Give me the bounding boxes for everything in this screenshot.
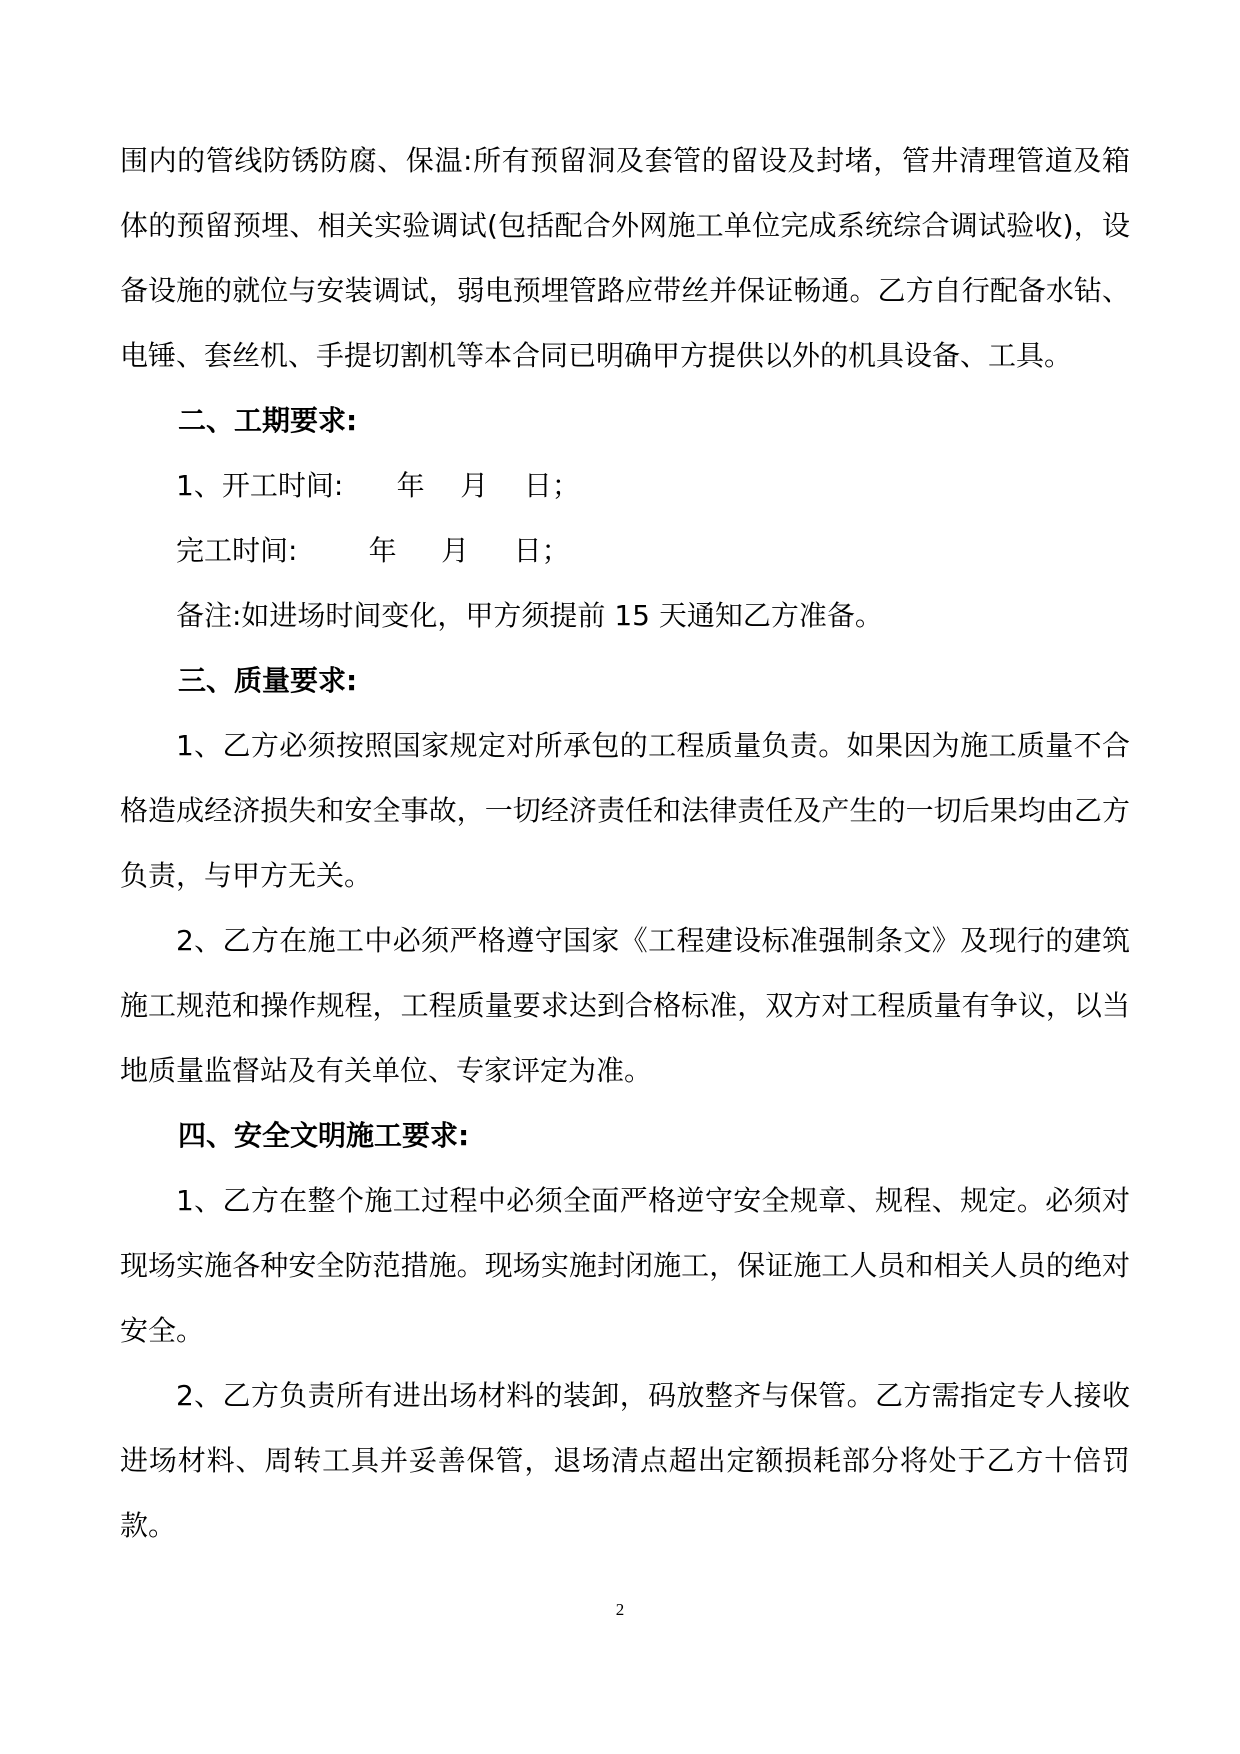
paragraph-start-date: 1、开工时间: 年 月 日； [176,469,580,502]
document-body [120,128,1130,1558]
page-number: 2 [615,1600,625,1619]
paragraph-quality-1: 1、乙方必须按照国家规定对所承包的工程质量负责。如果因为施工质量不合格造成经济损失和安全事故，一切经济责任和法律责任及产生的一切后果均由乙方负责，与甲方无关。 [120,729,1130,892]
paragraph-scope-continuation: 围内的管线防锈防腐、保温:所有预留洞及套管的留设及封堵，管井清理管道及箱体的预留预埋、相关实验调试(包括配合外网施工单位完成系统综合调试验收)，设备设施的就位与安装调试，弱电预埋管路应带丝并保证畅通。乙方自行配备水钻、电锤、套丝机、手提切割机等本合同已明确甲方提供以外的机具设备、工具。 [120,144,1130,372]
paragraph-remark: 备注:如进场时间变化，甲方须提前 15 天通知乙方准备。 [176,599,883,632]
heading-schedule-requirements: 二、工期要求: [178,404,358,437]
paragraph-safety-2: 2、乙方负责所有进出场材料的装卸，码放整齐与保管。乙方需指定专人接收进场材料、周转工具并妥善保管，退场清点超出定额损耗部分将处于乙方十倍罚款。 [120,1379,1130,1542]
paragraph-safety-1: 1、乙方在整个施工过程中必须全面严格逆守安全规章、规程、规定。必须对现场实施各种安全防范措施。现场实施封闭施工，保证施工人员和相关人员的绝对安全。 [120,1184,1130,1347]
heading-quality-requirements: 三、质量要求: [178,664,358,697]
paragraph-completion-date: 完工时间: 年 月 日； [176,534,570,567]
paragraph-quality-2: 2、乙方在施工中必须严格遵守国家《工程建设标准强制条文》及现行的建筑施工规范和操作规程，工程质量要求达到合格标准，双方对工程质量有争议，以当地质量监督站及有关单位、专家评定为准。 [120,924,1130,1087]
heading-safety-requirements: 四、安全文明施工要求: [178,1119,470,1152]
